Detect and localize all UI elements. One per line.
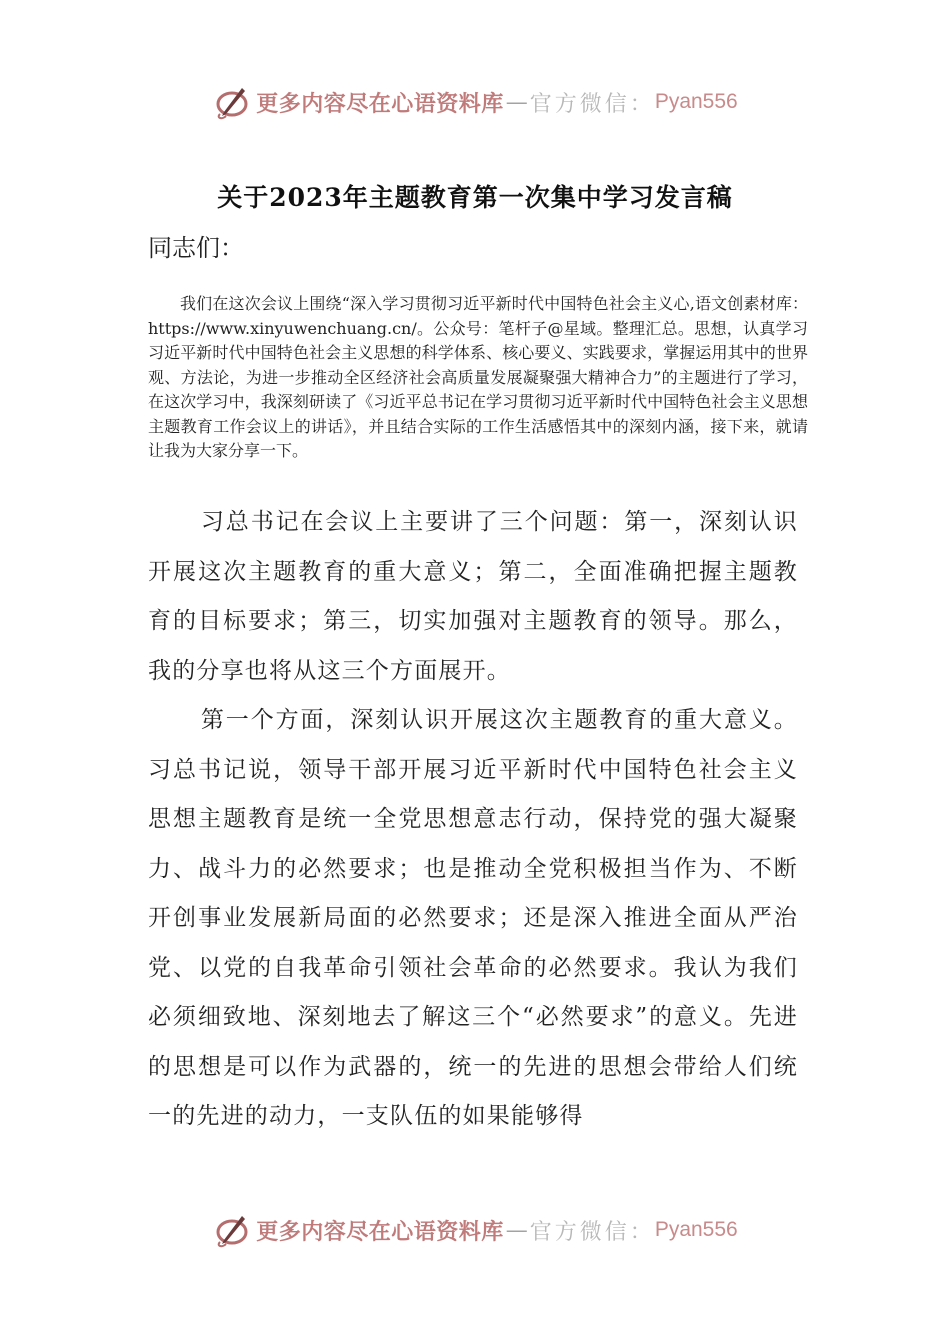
watermark-banner-top bbox=[0, 80, 950, 124]
watermark-separator: — bbox=[505, 89, 528, 115]
document-title: 关于2023年主题教育第一次集中学习发言稿 bbox=[217, 183, 733, 212]
watermark-separator: — bbox=[505, 1217, 528, 1243]
pen-icon bbox=[212, 1210, 252, 1250]
watermark-wechat-id: Pyan556 bbox=[654, 90, 738, 113]
salutation: 同志们： bbox=[148, 234, 244, 262]
pen-icon bbox=[212, 82, 252, 122]
watermark-site-name: 更多内容尽在心语资料库 bbox=[256, 1218, 504, 1245]
watermark-banner-bottom bbox=[0, 1208, 950, 1252]
body-paragraph: 习总书记在会议上主要讲了三个问题：第一，深刻认识开展这次主题教育的重大意义；第二，全面准确把握主题教育的目标要求；第三，切实加强对主题教育的领导。那么，我的分享也将从这三个方面展开。 bbox=[148, 509, 798, 684]
intro-paragraph: 我们在这次会议上围绕“深入学习贯彻习近平新时代中国特色社会主义心,语文创素材库：https://www.xinyuwenchuang.cn/。公众号：笔杆子@星域。整理汇总。思想，认真学习习近平新时代中国特色社会主义思想的科学体系、核心要义、实践要求，掌握运用其中的世界观、方法论，为进一步推动全区经济社会高质量发展凝聚强大精神合力”的主题进行了学习，在这次学习中，我深刻研读了《习近平总书记在学习贯彻习近平新时代中国特色社会主义思想主题教育工作会议上的讲话》，并且结合实际的工作生活感悟其中的深刻内涵，接下来，就请让我为大家分享一下。 bbox=[148, 294, 808, 460]
watermark-wechat-label: 官方微信： bbox=[529, 91, 655, 117]
watermark-site-name: 更多内容尽在心语资料库 bbox=[256, 90, 504, 117]
watermark-wechat-id: Pyan556 bbox=[654, 1218, 738, 1241]
watermark-wechat-label: 官方微信： bbox=[529, 1219, 655, 1245]
body-paragraph: 第一个方面，深刻认识开展这次主题教育的重大意义。习总书记说，领导干部开展习近平新时代中国特色社会主义思想主题教育是统一全党思想意志行动，保持党的强大凝聚力、战斗力的必然要求；也是推动全党积极担当作为、不断开创事业发展新局面的必然要求；还是深入推进全面从严治党、以党的自我革命引领社会革命的必然要求。我认为我们必须细致地、深刻地去了解这三个“必然要求”的意义。先进的思想是可以作为武器的，统一的先进的思想会带给人们统一的先进的动力，一支队伍的如果能够得 bbox=[148, 707, 798, 1129]
